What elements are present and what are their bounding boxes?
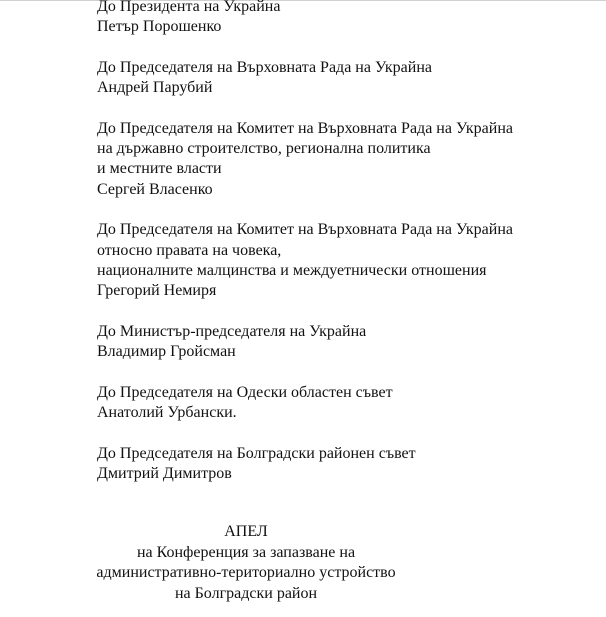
addressee-line: относно правата на човека, [97, 241, 282, 259]
addressee-line: До Председателя на Комитет на Върховната Рада на Украйна [97, 221, 513, 239]
addressee-name: Дмитрий Димитров [97, 464, 232, 482]
addressee-line: До Министър-председателя на Украйна [97, 322, 367, 340]
addressee-line: До Председателя на Комитет на Върховната Рада на Украйна [97, 119, 513, 137]
addressee-list [97, 0, 513, 504]
addressee-line: на държавно строителство, регионална политика [97, 140, 431, 158]
appeal-subtitle-line: на Конференция за запазване на [136, 543, 356, 561]
addressee-name: Владимир Гройсман [97, 343, 236, 361]
addressee-president [97, 0, 513, 38]
addressee-line: и местните власти [97, 160, 222, 178]
addressee-name: Андрей Парубий [97, 79, 213, 97]
addressee-line: До Председателя на Одески областен съвет [97, 383, 393, 401]
addressee-line: националните малцинства и междуетнически отношения [97, 261, 487, 279]
appeal-heading: АПЕЛ [224, 523, 268, 540]
addressee-name: Анатолий Урбански. [97, 403, 237, 421]
appeal-title [0, 522, 492, 605]
appeal-subtitle-line: на Болградски район [174, 585, 318, 603]
addressee-line: До Президента на Украйна [97, 0, 281, 15]
addressee-prime-minister [97, 322, 513, 363]
addressee-name: Грегорий Немиря [97, 282, 217, 300]
addressee-line: До Председателя на Върховната Рада на Украйна [97, 58, 432, 76]
addressee-rada-chairman [97, 58, 513, 99]
addressee-committee-human-rights [97, 220, 513, 301]
appeal-subtitle-line: административно-териториално устройство [96, 564, 396, 582]
addressee-odesa-council [97, 383, 513, 424]
addressee-committee-state-building [97, 119, 513, 200]
addressee-name: Петър Порошенко [97, 18, 222, 36]
addressee-bolgrad-council [97, 444, 513, 485]
addressee-name: Сергей Власенко [97, 180, 213, 198]
addressee-line: До Председателя на Болградски районен съвет [97, 444, 416, 462]
